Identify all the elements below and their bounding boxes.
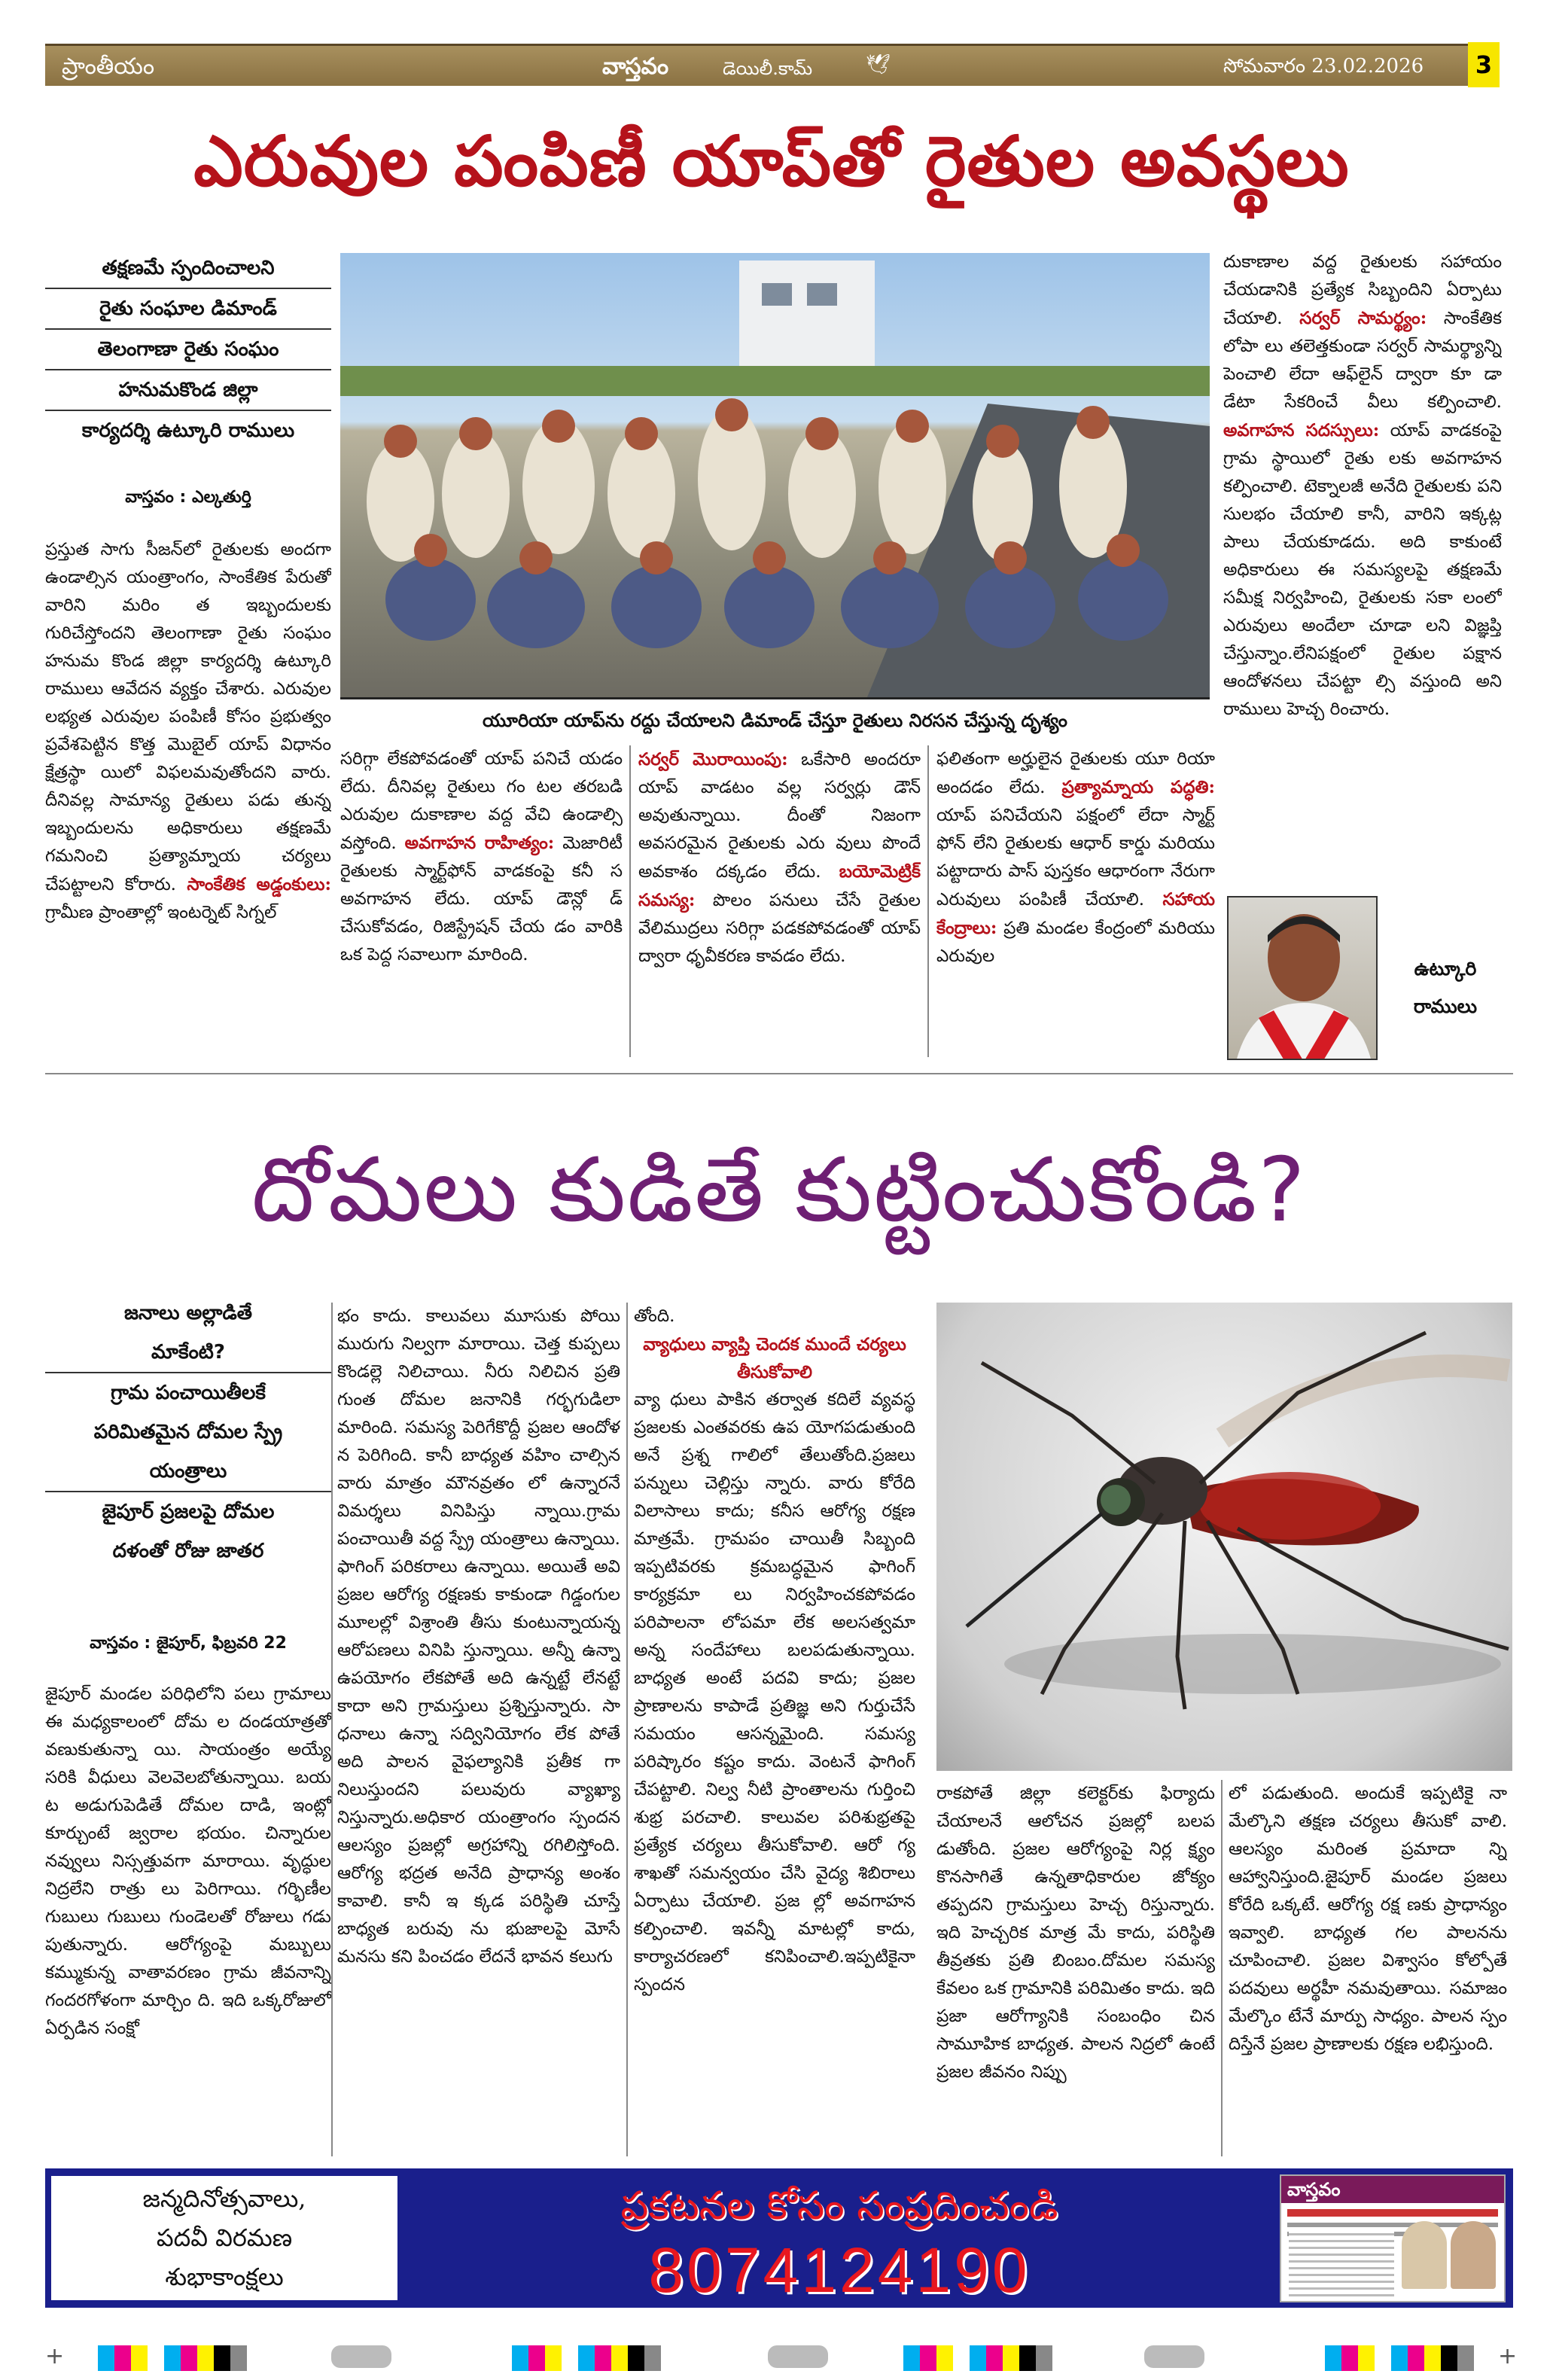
story2-subhead: వ్యాధులు వ్యాప్తి చెందక ముందే చర్యలు తీసుకోవాలి: [643, 1334, 906, 1382]
story1-column-3: సర్వర్ మొరాయింపు: ఒకేసారి అందరూ యాప్ వాడటం వల్ల సర్వర్లు డౌన్ అవుతున్నాయి. దీంతో నిజంగా అవసరమైన రైతులకు ఎరు వులు పొందే అవకాశం దక్కడం లేదు. బయోమెట్రిక్ సమస్య: పొలం పనులు చేసే రైతుల వేలిముద్రలు సరిగ్గా పడకపోవడంతో యాప్ ద్వారా ధృవీకరణ కావడం లేదు.: [638, 749, 921, 966]
crop-mark-icon: +: [45, 2343, 65, 2369]
kicker-line: జనాలు అల్లాడితే: [124, 1302, 252, 1324]
ad-logo: వాస్తవం: [1281, 2176, 1504, 2203]
registration-oval: [1144, 2345, 1204, 2368]
kicker-line: యంత్రాలు: [45, 1452, 331, 1492]
story2-byline: వాస్తవం : జైపూర్, ఫిబ్రవరి 22: [90, 1634, 287, 1653]
kicker-line: తక్షణమే స్పందించాలని: [45, 248, 331, 289]
kicker-line: జైపూర్ ప్రజలపై దోమల: [102, 1501, 275, 1523]
issue-date: సోమవారం 23.02.2026: [1223, 55, 1424, 78]
crop-mark-icon: +: [1498, 2343, 1518, 2369]
kicker-line: మాకేంటి?: [45, 1333, 331, 1373]
person-icon: [1229, 897, 1378, 1060]
ad-occasion: శుభాకాంక్షలు: [165, 2263, 284, 2291]
page-header-bar: [45, 44, 1498, 86]
column-divider: [629, 745, 631, 1057]
portrait-caption: ఉట్కూరి రాములు: [1413, 958, 1478, 1017]
story-separator: [45, 1073, 1513, 1074]
story1-column-5: దుకాణాల వద్ద రైతులకు సహాయం చేయడానికి ప్రత్యేక సిబ్బందిని ఏర్పాటు చేయాలి. సర్వర్ సామర్థ్యం: సాంకేతిక లోపా లు తలెత్తకుండా సర్వర్ సామర్థ్యాన్ని పెంచాలి లేదా ఆఫ్‌లైన్ ద్వారా కూ డా డేటా సేకరించే వీలు కల్పించాలి. అవగాహన సదస్సులు: యాప్ వాడకంపై గ్రామ స్థాయిలో రైతు లకు అవగాహన కల్పించాలి. టెక్నాలజీ అనేది రైతులకు పని సులభం చేయాలి కానీ, వారిని ఇక్కట్ల పాలు చేయకూడదు. అది కాకుంటే అధికారులు ఈ సమస్యలపై తక్షణమే సమీక్ష నిర్వహించి, రైతులకు సకా లంలో ఎరువులు అందేలా చూడా లని విజ్ఞప్తి చేస్తున్నాం.లేనిపక్షంలో రైతుల పక్షాన ఆందోళనలు చేపట్టా ల్సి వస్తుంది అని రాములు హెచ్చ రించారు.: [1223, 252, 1502, 719]
section-label: ప్రాంతీయం: [62, 53, 155, 80]
registration-oval: [331, 2345, 391, 2368]
story1-kicker: [45, 248, 331, 450]
story2-column-3: తోంది. వ్యాధులు వ్యాప్తి చెందక ముందే చర్యలు తీసుకోవాలి వ్యా ధులు పాకిన తర్వాత కదిలే వ్యవస్థ ప్రజలకు ఎంతవరకు ఉప యోగపడుతుంది అనే ప్రశ్న గాలిలో తేలుతోంది.ప్రజలు పన్నులు చెల్లిస్తు న్నారు. వారు కోరేది విలాసాలు కాదు; కనీస ఆరోగ్య రక్షణ మాత్రమే. గ్రామపం చాయితీ సిబ్బంది ఇప్పటివరకు క్రమబద్ధమైన ఫాగింగ్ కార్యక్రమా లు నిర్వహించకపోవడం పరిపాలనా లోపమా లేక అలసత్వమా అన్న సందేహాలు బలపడుతున్నాయి. బాధ్యత అంటే పదవి కాదు; ప్రజల ప్రాణాలను కాపాడే ప్రతిజ్ఞ అని గుర్తుచేసే సమయం ఆసన్నమైంది. సమస్య పరిష్కారం కష్టం కాదు. వెంటనే ఫాగింగ్ చేపట్టాలి. నిల్వ నీటి ప్రాంతాలను గుర్తించి శుభ్ర పరచాలి. కాలువల పరిశుభ్రతపై ప్రత్యేక చర్యలు తీసుకోవాలి. ఆరో గ్య శాఖతో సమన్వయం చేసి వైద్య శిబిరాలు ఏర్పాటు చేయాలి. ప్రజ ల్లో అవగాహన కల్పించాలి. ఇవన్నీ మాటల్లో కాదు, కార్యాచరణలో కనిపించాలి.ఇప్పటికైనా స్పందన: [634, 1306, 915, 1995]
kicker-line: రైతు సంఘాల డిమాండ్: [45, 289, 331, 330]
paper-edition: డెయిలీ.కామ్: [723, 58, 813, 79]
column-divider: [331, 1303, 333, 2156]
story1-column-4: ఫలితంగా అర్హులైన రైతులకు యూ రియా అందడం లేదు. ప్రత్యామ్నాయ పద్ధతి: యాప్ పనిచేయని పక్షంలో లేదా స్మార్ట్ ఫోన్ లేని రైతులకు ఆధార్ కార్డు మరియు పట్టాదారు పాస్ పుస్తకం ఆధారంగా నేరుగా ఎరువులు పంపిణీ చేయాలి. సహాయ కేంద్రాలు: ప్రతి మండల కేంద్రంలో మరియు ఎరువుల: [936, 749, 1215, 966]
story1-headline: ఎరువుల పంపిణీ యాప్‌తో రైతుల అవస్థలు: [193, 121, 1350, 202]
story2-column-1: జైపూర్ మండల పరిధిలోని పలు గ్రామాలు ఈ మధ్యకాలంలో దోమ ల దండయాత్రతో వణుకుతున్నా యి. సాయంత్రం అయ్యే సరికి వీధులు వెలవెలబోతున్నాయి. బయ ట అడుగుపెడితే దోమల దాడి, ఇంట్లో కూర్చుంటే జ్వరాల భయం. చిన్నారుల నవ్వులు నిస్సత్తువగా మారాయి. వృద్ధుల నిద్రలేని రాత్రు లు పెరిగాయి. గర్భిణీల గుబులు గుబులు గుండెలతో రోజులు గడు పుతున్నారు. ఆరోగ్యంపై మబ్బులు కమ్ముకున్న వాతావరణం గ్రామ జీవనాన్ని గందరగోళంగా మార్చిం ది. ఇది ఒక్కరోజులో ఏర్పడిన సంక్షో: [45, 1684, 331, 2038]
color-registration-strip: [512, 2345, 661, 2371]
column-divider: [1221, 1780, 1223, 2156]
protest-photo: [340, 253, 1210, 697]
column-divider: [927, 745, 929, 1057]
kicker-line: దళంతో రోజు జాతర: [112, 1540, 264, 1562]
ad-banner: [45, 2168, 1513, 2308]
protest-illustration: [340, 253, 1210, 697]
ad-occasion: జన్మదినోత్సవాలు,: [142, 2184, 306, 2213]
column-divider: [626, 1303, 628, 2156]
mosquito-illustration: [936, 1303, 1512, 1771]
paper-name: వాస్తవం: [602, 53, 669, 80]
story2-column-4: రాకపోతే జిల్లా కలెక్టర్‌కు ఫిర్యాదు చేయాలనే ఆలోచన ప్రజల్లో బలప డుతోంది. ప్రజల ఆరోగ్యంపై నిర్ల క్ష్యం కొనసాగితే ఉన్నతాధికారుల జోక్యం తప్పదని గ్రామస్తులు హెచ్చ రిస్తున్నారు. ఇది హెచ్చరిక మాత్ర మే కాదు, పరిస్థితి తీవ్రతకు ప్రతి బింబం.దోమల సమస్య కేవలం ఒక గ్రామానికి పరిమితం కాదు. ఇది ప్రజా ఆరోగ్యానికి సంబంధిం చిన సామూహిక బాధ్యత. పాలన నిద్రలో ఉంటే ప్రజల జీవనం నిప్పు: [936, 1784, 1215, 2082]
story1-column-1: ప్రస్తుత సాగు సీజన్‌లో రైతులకు అందగా ఉండాల్సిన యంత్రాంగం, సాంకేతిక పేరుతో వారిని మరిం త ఇబ్బందులకు గురిచేస్తోందని తెలంగాణా రైతు సంఘం హనుమ కొండ జిల్లా కార్యదర్శి ఉట్కూరి రాములు ఆవేదన వ్యక్తం చేశారు. ఎరువుల లభ్యత ఎరువుల పంపిణీ కోసం ప్రభుత్వం ప్రవేశపెట్టిన కొత్త మొబైల్ యాప్ విధానం క్షేత్రస్థా యిలో విఫలమవుతోందని వారు. దీనివల్ల సామాన్య రైతులు పడు తున్న ఇబ్బందులను అధికారులు తక్షణమే గమనించి ప్రత్యామ్నాయ చర్యలు చేపట్టాలని కోరారు. సాంకేతిక అడ్డంకులు: గ్రామీణ ప్రాంతాల్లో ఇంటర్నెట్ సిగ్నల్: [45, 540, 331, 922]
ad-occasions-box: [51, 2176, 397, 2300]
bird-icon: 🕊: [866, 53, 891, 76]
story2-headline: దోమలు కుడితే కుట్టించుకోండి?: [251, 1138, 1307, 1242]
color-registration-strip: [903, 2345, 1052, 2371]
ad-phone[interactable]: 8074124190: [648, 2235, 1031, 2305]
story1-byline: వాస్తవం : ఎల్కతుర్తి: [125, 488, 251, 507]
kicker-line: హనుమకొండ జిల్లా: [45, 370, 331, 411]
kicker-line: తెలంగాణా రైతు సంఘం: [45, 330, 331, 370]
color-registration-strip: [98, 2345, 247, 2371]
ad-title: ప్రకటనల కోసం సంప్రదించండి: [620, 2183, 1058, 2229]
mosquito-photo: [936, 1303, 1512, 1771]
protest-photo-caption: యూరియా యాప్‌ను రద్దు చేయాలని డిమాండ్ చేస్తూ రైతులు నిరసన చేస్తున్న దృశ్యం: [340, 697, 1210, 742]
story2-column-2: భం కాదు. కాలువలు మూసుకు పోయి మురుగు నిల్వగా మారాయి. చెత్త కుప్పలు కొండల్లె నిలిచాయి. నీరు నిలిచిన ప్రతి గుంత దోమల జనానికి గర్భగుడిలా మారింది. సమస్య పెరిగేకొద్దీ ప్రజల ఆందోళ న పెరిగింది. కానీ బాధ్యత వహిం చాల్సిన వారు మాత్రం మౌనవ్రతం లో ఉన్నారనే విమర్శలు వినిపిస్తు న్నాయి.గ్రామ పంచాయితీ వద్ద స్ప్రే యంత్రాలు ఉన్నాయి. ఫాగింగ్ పరికరాలు ఉన్నాయి. అయితే అవి ప్రజల ఆరోగ్య రక్షణకు కాకుండా గిడ్డంగుల మూలల్లో విశ్రాంతి తీసు కుంటున్నాయన్న ఆరోపణలు వినిపి స్తున్నాయి. అన్నీ ఉన్నా ఉపయోగం లేకపోతే అది ఉన్నట్టే లేనట్టే కాదా అని గ్రామస్తులు ప్రశ్నిస్తున్నారు. సా ధనాలు ఉన్నా సద్వినియోగం లేక పోతే అది పాలన వైఫల్యానికి ప్రతీక గా నిలుస్తుందని పలువురు వ్యాఖ్యా నిస్తున్నారు.అధికార యంత్రాంగం స్పందన ఆలస్యం ప్రజల్లో అగ్రహాన్ని రగిలిస్తోంది. ఆరోగ్య భద్రత అనేది ప్రాధాన్య అంశం కావాలి. కానీ ఇ క్కడ పరిస్థితి చూస్తే బాధ్యత బరువు ను భుజాలపై మోసే మనసు కని పించడం లేదనే భావన కలుగు: [337, 1306, 620, 1967]
page-number: 3: [1468, 42, 1500, 87]
story1-column-2: సరిగ్గా లేకపోవడంతో యాప్ పనిచే యడం లేదు. దీనివల్ల రైతులు గం టల తరబడి ఎరువుల దుకాణాల వద్ద వేచి ఉండాల్సి వస్తోంది. అవగాహన రాహిత్యం: మెజారిటీ రైతులకు స్మార్ట్‌ఫోన్ వాడకంపై కనీ స అవగాహన లేదు. యాప్ డౌన్లో డ్ చేసుకోవడం, రిజిస్ట్రేషన్ చేయ డం వారికి ఒక పెద్ద సవాలుగా మారింది.: [340, 749, 623, 964]
kicker-line: గ్రామ పంచాయితీలకే: [111, 1382, 266, 1404]
kicker-line: కార్యదర్శి ఉట్కూరి రాములు: [81, 419, 295, 442]
story2-column-5: లో పడుతుంది. అందుకే ఇప్పటికై నా మేల్కొని తక్షణ చర్యలు తీసుకో వాలి. ఆలస్యం మరింత ప్రమాదా న్ని ఆహ్వానిస్తుంది.జైపూర్ మండల ప్రజలు కోరేది ఒక్కటే. ఆరోగ్య రక్ష ణకు ప్రాధాన్యం ఇవ్వాలి. బాధ్యత గల పాలనను చూపించాలి. ప్రజల విశ్వాసం కోల్పోతే పదవులు అర్థహీ నమవుతాయి. సమాజం మేల్కొం టేనే మార్పు సాధ్యం. పాలన స్పం దిస్తేనే ప్రజల ప్రాణాలకు రక్షణ లభిస్తుంది.: [1229, 1784, 1507, 2054]
color-registration-strip: [1325, 2345, 1474, 2371]
portrait-photo: [1227, 896, 1378, 1060]
kicker-line: పరిమితమైన దోమల స్ప్రే: [93, 1421, 283, 1443]
ad-paper-thumbnail: [1280, 2174, 1506, 2302]
registration-oval: [768, 2345, 828, 2368]
ad-occasion: పదవీ విరమణ: [156, 2223, 293, 2252]
story2-kicker: [45, 1294, 331, 1571]
